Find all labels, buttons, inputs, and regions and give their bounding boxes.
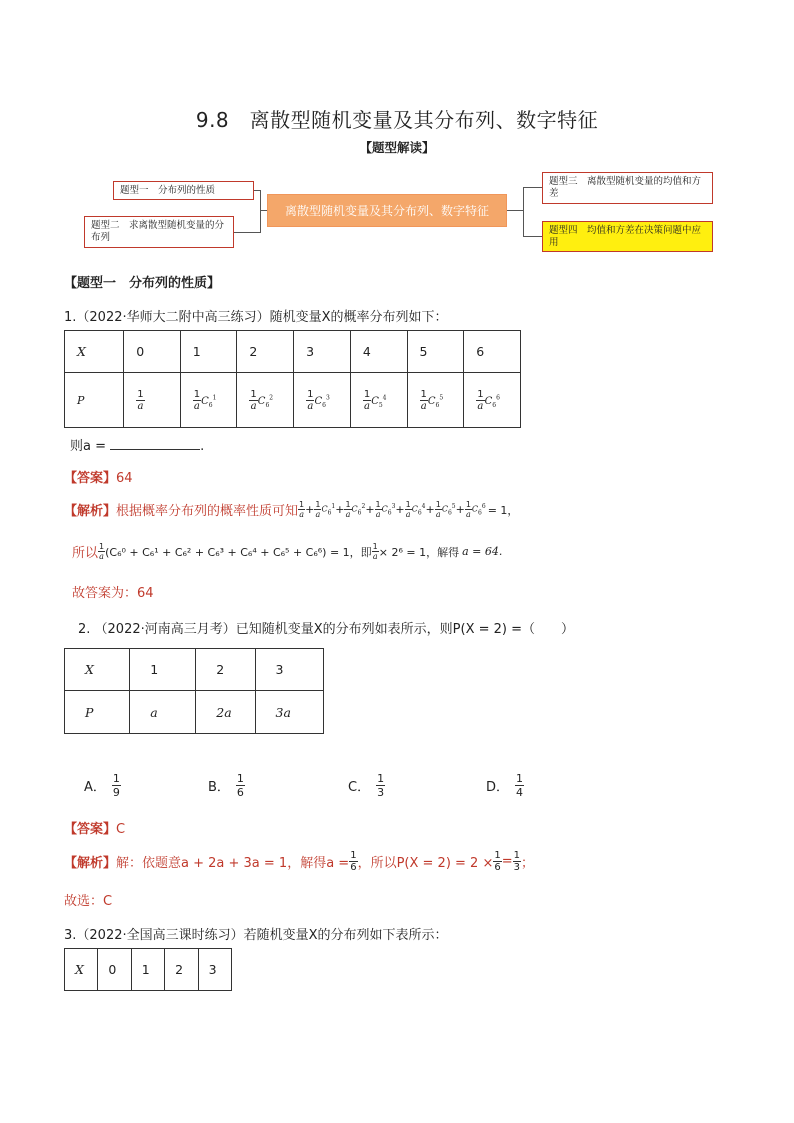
frac-num: 1 [477, 388, 484, 400]
comb-sub: 6 [208, 401, 213, 409]
table-header-p: P [65, 373, 124, 428]
table-cell [350, 373, 407, 428]
frac-den: a [137, 400, 144, 412]
frac-den: a [193, 400, 200, 412]
question-1-table [64, 330, 521, 428]
question-1-answer [64, 467, 133, 486]
answer-value: C [116, 822, 126, 837]
table-cell: 3 [198, 949, 231, 991]
frac-num: 1 [420, 388, 427, 400]
frac-num: 1 [250, 388, 257, 400]
analysis-mid: (C₆⁰ + C₆¹ + C₆² + C₆³ + C₆⁴ + C₆⁵ + C₆⁶) = 1，即 [105, 545, 372, 559]
section-heading: 【题型一 分布列的性质】 [64, 276, 221, 291]
question-2-table [64, 648, 324, 734]
table-cell: 4 [350, 331, 407, 373]
page-title: 9.8 离散型随机变量及其分布列、数字特征 [195, 108, 599, 132]
connector [260, 210, 267, 211]
comb-sup: 1 [212, 394, 217, 402]
question-1-conclusion: 故答案为：64 [72, 586, 154, 601]
table-cell [237, 373, 294, 428]
table-cell: a [130, 691, 196, 734]
table-cell: 1 [130, 649, 196, 691]
comb: $C_6^1$ [201, 394, 217, 409]
frac-den: a [420, 400, 427, 412]
comb-sub: 5 [378, 401, 383, 409]
comb: $C_6^5$ [427, 394, 444, 409]
table-cell: 2 [196, 649, 255, 691]
option-d[interactable] [486, 772, 524, 799]
frac-den: 9 [112, 786, 120, 799]
mindmap-topic-2: 题型二 求离散型随机变量的分布列 [84, 216, 234, 248]
table-cell [407, 373, 464, 428]
frac-den: 3 [377, 786, 385, 799]
option-label: D． [486, 780, 510, 795]
question-3-table [64, 948, 232, 991]
mindmap-topic-3: 题型三 离散型随机变量的均值和方差 [542, 172, 713, 204]
analysis-b: ，所以P(X = 2) = 2 × [357, 856, 494, 871]
comb-sup: 6 [496, 394, 500, 402]
frac-num: 1 [516, 772, 524, 785]
question-2-analysis: 【解析】 解：依题意a + 2a + 3a = 1，解得a = $\frac{1}{6}$ ，所以P(X = 2) = 2 × $\frac{1}{6}$ = $\frac{1}{3}$ ； [64, 850, 535, 873]
table-cell: 2 [237, 331, 294, 373]
frac-den: 4 [516, 786, 524, 799]
comb-sub: 6 [265, 401, 270, 409]
analysis-prefix: 所以 [72, 546, 99, 561]
question-1-stem: 1.（2022·华师大二附中高三练习）随机变量X的概率分布列如下： [64, 310, 448, 325]
comb-sub: 6 [492, 401, 497, 409]
table-cell [294, 373, 351, 428]
table-header-x: X [65, 331, 124, 373]
answer-value: 64 [116, 471, 133, 486]
comb: $C_6^2$ [257, 394, 274, 409]
question-3-stem: 3.（2022·全国高三课时练习）若随机变量X的分布列如下表所示： [64, 928, 448, 943]
comb-sup: 5 [439, 394, 444, 402]
blank-prefix: 则a = [70, 439, 106, 454]
comb-sub: 6 [322, 401, 326, 409]
frac-den: 6 [236, 786, 244, 799]
question-1-analysis-line2: 所以 $\frac{1}{a}$ (C₆⁰ + C₆¹ + C₆² + C₆³ + C₆⁴ + C₆⁵ + C₆⁶) = 1，即 $\frac{1}{a}$ × 2⁶ = 1，解得 a = 64. [72, 542, 503, 561]
mindmap-center: 离散型随机变量及其分布列、数字特征 [267, 194, 507, 227]
analysis-label: 【解析】 [64, 856, 117, 871]
page-subtitle: 【题型解读】 [359, 140, 435, 155]
analysis-end: a = 64. [462, 545, 503, 558]
connector [234, 232, 260, 233]
connector [507, 210, 523, 211]
option-label: C． [348, 780, 371, 795]
frac-den: a [307, 400, 314, 412]
question-2-conclusion: 故选：C [64, 894, 113, 909]
analysis-d: ； [521, 856, 535, 871]
analysis-c: = [501, 854, 513, 869]
analysis-text: 根据概率分布列的概率性质可知 [116, 504, 299, 519]
table-cell [464, 373, 521, 428]
mindmap-topic-4: 题型四 均值和方差在决策问题中应用 [542, 221, 713, 252]
question-2-answer [64, 818, 125, 837]
comb-sup: 3 [325, 394, 330, 402]
frac-num: 1 [137, 388, 144, 400]
analysis-eq-end: = 1， [487, 503, 519, 517]
comb: $C_6^3$ [314, 394, 330, 409]
table-cell: 1 [131, 949, 164, 991]
connector [260, 190, 261, 233]
table-cell: 0 [98, 949, 131, 991]
frac-den: a [364, 400, 370, 412]
answer-label: 【答案】 [64, 822, 117, 837]
frac-num: 1 [112, 772, 120, 785]
frac-num: 1 [193, 388, 201, 400]
table-cell: 2a [196, 691, 255, 734]
comb: $C_6^6$ [484, 394, 500, 409]
table-cell: 6 [464, 331, 521, 373]
answer-blank[interactable] [110, 437, 200, 450]
table-cell: 2 [165, 949, 198, 991]
frac-den: a [477, 400, 484, 412]
analysis-a: 解：依题意a + 2a + 3a = 1，解得a = [116, 856, 350, 871]
comb-sup: 4 [382, 394, 387, 402]
mindmap-topic-1: 题型一 分布列的性质 [113, 181, 254, 200]
table-cell: P [65, 691, 130, 734]
option-label: B． [208, 780, 230, 795]
analysis-label: 【解析】 [64, 504, 117, 519]
comb-sub: 6 [435, 401, 440, 409]
option-label: A． [84, 780, 106, 795]
frac-num: 1 [307, 388, 314, 400]
table-cell [180, 373, 237, 428]
frac-num: 1 [363, 388, 371, 400]
question-1-analysis [64, 500, 518, 519]
table-cell: X [65, 649, 130, 691]
comb-sup: 2 [269, 394, 274, 402]
table-cell: 1 [180, 331, 237, 373]
option-a[interactable] [84, 772, 121, 799]
answer-label: 【答案】 [64, 471, 117, 486]
analysis-mid2: × 2⁶ = 1，解得 [378, 545, 460, 559]
connector [523, 187, 542, 188]
option-b[interactable] [208, 772, 245, 799]
table-cell [124, 373, 180, 428]
connector [523, 236, 542, 237]
option-c[interactable] [348, 772, 385, 799]
table-cell: 3a [255, 691, 324, 734]
frac-num: 1 [377, 772, 385, 785]
table-cell: X [65, 949, 98, 991]
comb: $C_5^4$ [371, 394, 387, 409]
table-cell: 3 [255, 649, 324, 691]
table-cell: 0 [124, 331, 180, 373]
question-1-blank-line: 则a = . [70, 439, 205, 454]
question-2-stem: 2. （2022·河南高三月考）已知随机变量X的分布列如表所示，则P(X = 2) =（ ） [78, 622, 574, 637]
frac-den: a [250, 400, 257, 412]
table-cell: 3 [294, 331, 351, 373]
table-cell: 5 [407, 331, 464, 373]
analysis-sum-eq: $\frac{1}{a}$ + $\frac{1}{a}$ $C_6^1$ + $\frac{1}{a}$ $C_6^2$ + $\frac{1}{a}$ $C_6^3$ + $\frac{1}{a}$ $C_6^4$ + $\frac{1}{a}$ $C_6^5$ + $\frac{1}{a}$ $C_6^6$ = 1， [299, 500, 519, 519]
frac-num: 1 [236, 772, 244, 785]
connector [523, 187, 524, 237]
